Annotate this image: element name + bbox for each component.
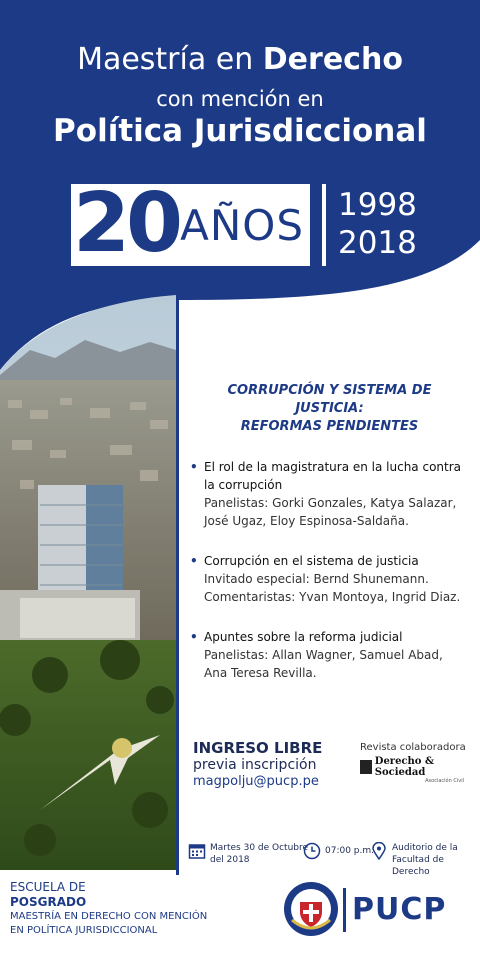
- session-title: El rol de la magistratura en la lucha contra la corrupción: [204, 460, 462, 492]
- university-seal-icon: [282, 880, 340, 938]
- anniversary-number: 20: [73, 176, 180, 271]
- calendar-icon: [188, 842, 206, 860]
- program-name-line2: EN POLÍTICA JURISDICCIONAL: [10, 925, 158, 936]
- seminar-program: [190, 382, 465, 682]
- session-item: [190, 552, 465, 606]
- session-detail: Ana Teresa Revilla.: [204, 666, 317, 680]
- clock-icon: [303, 842, 321, 860]
- event-location: Auditorio de la Facultad de Derecho: [370, 842, 480, 878]
- bullet-icon: •: [190, 554, 198, 568]
- event-time: 07:00 p.m.: [303, 842, 374, 860]
- partner-logo-icon: [360, 760, 372, 774]
- program-name-line1: MAESTRÍA EN DERECHO CON MENCIÓN: [10, 911, 208, 922]
- session-detail: Panelistas: Allan Wagner, Samuel Abad,: [204, 648, 443, 662]
- anniversary-badge: [71, 176, 310, 271]
- year-divider: [322, 184, 326, 266]
- campus-aerial-photo: [0, 280, 176, 870]
- school-credits: [10, 880, 207, 938]
- program-specialization: Política Jurisdiccional: [53, 113, 427, 149]
- admission-label: INGRESO LIBRE: [193, 739, 323, 757]
- session-title: Apuntes sobre la reforma judicial: [204, 630, 403, 644]
- school-name-line2: POSGRADO: [10, 895, 87, 909]
- partner-journal: [360, 742, 470, 784]
- admission-info: [193, 740, 322, 790]
- partner-name: Derecho & Sociedad: [374, 756, 434, 778]
- year-end: 2018: [338, 225, 417, 261]
- session-item: [190, 628, 465, 682]
- session-item: [190, 458, 465, 530]
- column-divider: [176, 285, 179, 875]
- seminar-title: CORRUPCIÓN Y SISTEMA DE JUSTICIA: REFORMAS PENDIENTES: [227, 383, 432, 434]
- university-logo-text: PUCP: [352, 892, 447, 927]
- session-title: Corrupción en el sistema de justicia: [204, 554, 419, 568]
- admission-note: previa inscripción: [193, 757, 317, 773]
- partner-label: Revista colaboradora: [360, 742, 466, 753]
- partner-logo: [360, 756, 470, 778]
- session-detail: Comentaristas: Yvan Montoya, Ingrid Diaz.: [204, 590, 461, 604]
- partner-tagline: Asociación Civil: [425, 778, 464, 784]
- brand-divider: [343, 888, 346, 932]
- program-title: Maestría en Derecho: [77, 42, 403, 77]
- session-detail: José Ugaz, Eloy Espinosa-Saldaña.: [204, 514, 409, 528]
- contact-email[interactable]: magpolju@pucp.pe: [193, 774, 319, 789]
- bullet-icon: •: [190, 630, 198, 644]
- session-detail: Panelistas: Gorki Gonzales, Katya Salazar,: [204, 496, 457, 510]
- bullet-icon: •: [190, 460, 198, 474]
- event-date: Martes 30 de Octubre del 2018: [188, 842, 308, 866]
- year-start: 1998: [338, 187, 417, 223]
- school-name-line1: ESCUELA DE: [10, 880, 86, 894]
- location-pin-icon: [370, 842, 388, 860]
- session-detail: Invitado especial: Bernd Shunemann.: [204, 572, 429, 586]
- program-subtitle: con mención en: [156, 87, 324, 111]
- anniversary-years: [338, 186, 417, 262]
- anniversary-word: AÑOS: [180, 201, 304, 250]
